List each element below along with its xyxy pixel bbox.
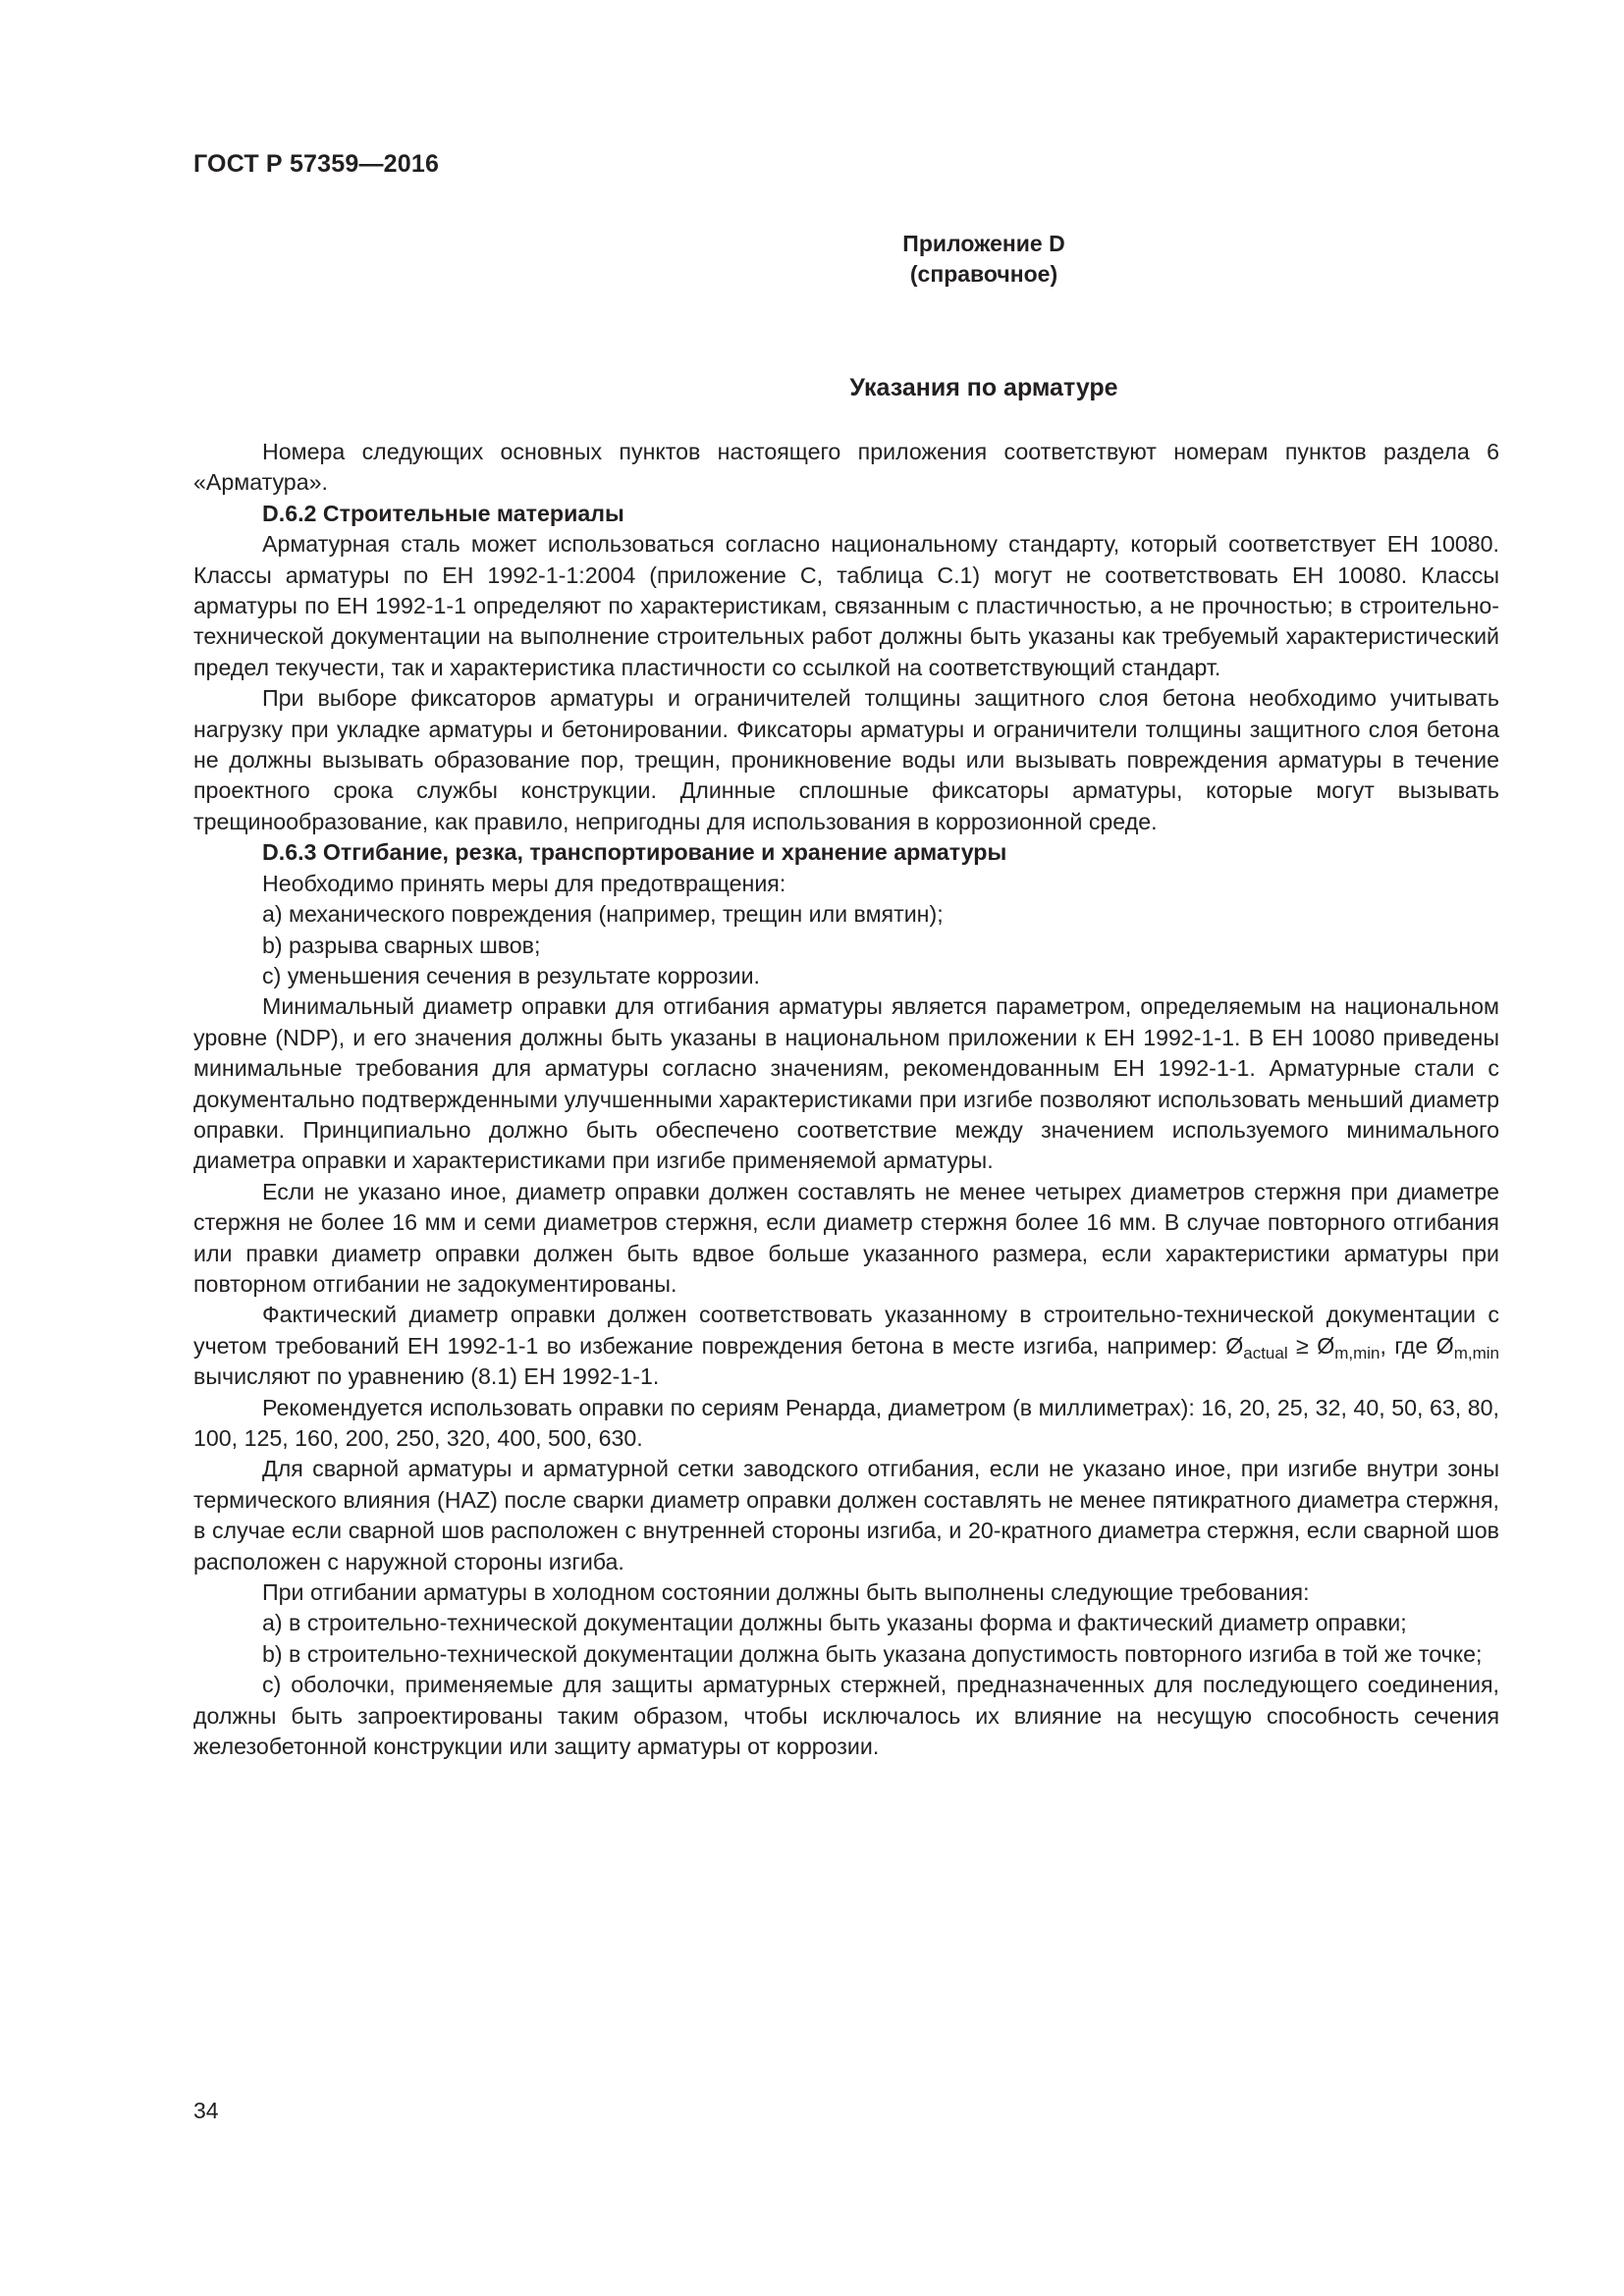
paragraph-welded: Для сварной арматуры и арматурной сетки заводского отгибания, если не указано иное, при изгибе внутри зоны термического влияния (HAZ) после сварки диаметр оправки должен составлять не менее пятикратного диаметра стержня, в случае если сварной шов расположен с внутренней стороны изгиба, и 20-кратного диаметра стержня, если сварной шов расположен с наружной стороны изгиба. <box>193 1456 1499 1575</box>
annex-status: (справочное) <box>909 261 1058 287</box>
clause-heading-d63: D.6.3 Отгибание, резка, транспортирование и хранение арматуры <box>262 839 1007 866</box>
requirement-a: a) в строительно-технической документации должны быть указаны форма и фактический диаметр оправки; <box>262 1610 1407 1636</box>
paragraph-measures: Необходимо принять меры для предотвращения: <box>262 870 786 896</box>
paragraph-mandrel-min: Минимальный диаметр оправки для отгибания арматуры является параметром, определяемым на национальном уровне (NDP), и его значения должны быть указаны в национальном приложении к ЕН 1992-1-1. В ЕН 10080 приведены минимальные требования для арматуры согласно значениям, рекомендованным ЕН 1992-1-1. Арматурные стали с документально подтвержденными улучшенными характеристиками при изгибе позволяют использовать меньший диаметр оправки. Принципиально должно быть обеспечено соответствие между значением используемого минимального диаметра оправки и характеристиками при изгибе применяемой арматуры. <box>193 993 1499 1174</box>
paragraph-renard-series: Рекомендуется использовать оправки по сериям Ренарда, диаметром (в миллиметрах): 16, 20, 25, 32, 40, 50, 63, 80, 100, 125, 160, 200, 250, 320, 400, 500, 630. <box>193 1394 1499 1451</box>
list-item-a: a) механического повреждения (например, трещин или вмятин); <box>262 901 944 928</box>
subscript-actual: actual <box>1243 1343 1288 1362</box>
document-body <box>193 437 1499 1762</box>
subscript-m-min-1: m,min <box>1334 1343 1380 1362</box>
list-item-c: c) уменьшения сечения в результате коррозии. <box>262 962 760 988</box>
paragraph-mandrel-default: Если не указано иное, диаметр оправки должен составлять не менее четырех диаметров стержня при диаметре стержня не более 16 мм и семи диаметров стержня, если диаметр стержня более 16 мм. В случае повторного отгибания или правки диаметр оправки должен быть вдвое больше указанного размера, если характеристики арматуры при повторном отгибании не задокументированы. <box>193 1178 1499 1297</box>
paragraph-mandrel-actual <box>193 1300 1499 1392</box>
clause-heading-d62: D.6.2 Строительные материалы <box>262 500 624 526</box>
document-code: ГОСТ Р 57359—2016 <box>193 150 440 178</box>
paragraph-cold-bending: При отгибании арматуры в холодном состоянии должны быть выполнены следующие требования: <box>262 1579 1310 1606</box>
paragraph-materials: Арматурная сталь может использоваться согласно национальному стандарту, который соответствует ЕН 10080. Классы арматуры по ЕН 1992-1-1:2004 (приложение С, таблица С.1) могут не соответствовать ЕН 10080. Классы арматуры по ЕН 1992-1-1 определяют по характеристикам, связанным с пластичностью, а не прочностью; в строительно-технической документации на выполнение строительных работ должны быть указаны как требуемый характеристический предел текучести, так и характеристика пластичности со ссылкой на соответствующий стандарт. <box>193 531 1499 680</box>
annex-label: Приложение D <box>902 231 1065 256</box>
mandrel-actual-text-4: вычисляют по уравнению (8.1) ЕН 1992-1-1. <box>193 1363 660 1390</box>
paragraph-spacers: При выборе фиксаторов арматуры и ограничителей толщины защитного слоя бетона необходимо учитывать нагрузку при укладке арматуры и бетонировании. Фиксаторы арматуры и ограничители толщины защитного слоя бетона не должны вызывать образование пор, трещин, проникновение воды или вызывать повреждения арматуры в течение проектного срока службы конструкции. Длинные сплошные фиксаторы арматуры, которые могут вызывать трещинообразование, как правило, непригодны для использования в коррозионной среде. <box>193 685 1499 834</box>
mandrel-actual-text-1: Фактический диаметр оправки должен соответствовать указанному в строительно-технической документации с учетом требований ЕН 1992-1-1 во избежание повреждения бетона в месте изгиба, например: Ø <box>193 1302 1499 1359</box>
section-title: Указания по арматуре <box>849 374 1118 401</box>
paragraph-intro: Номера следующих основных пунктов настоящего приложения соответствуют номерам пунктов раздела 6 «Арматура». <box>193 439 1499 496</box>
mandrel-actual-text-3: , где Ø <box>1380 1332 1454 1359</box>
subscript-m-min-2: m,min <box>1453 1343 1499 1362</box>
page-number: 34 <box>193 2098 219 2123</box>
mandrel-actual-text-2: ≥ Ø <box>1287 1332 1335 1359</box>
requirement-b: b) в строительно-технической документации должна быть указана допустимость повторного изгиба в той же точке; <box>262 1640 1483 1667</box>
list-item-b: b) разрыва сварных швов; <box>262 932 541 958</box>
annex-heading <box>193 229 1499 290</box>
requirement-c: c) оболочки, применяемые для защиты арматурных стержней, предназначенных для последующего соединения, должны быть запроектированы таким образом, чтобы исключалось их влияние на несущую способность сечения железобетонной конструкции или защиту арматуры от коррозии. <box>193 1672 1499 1760</box>
